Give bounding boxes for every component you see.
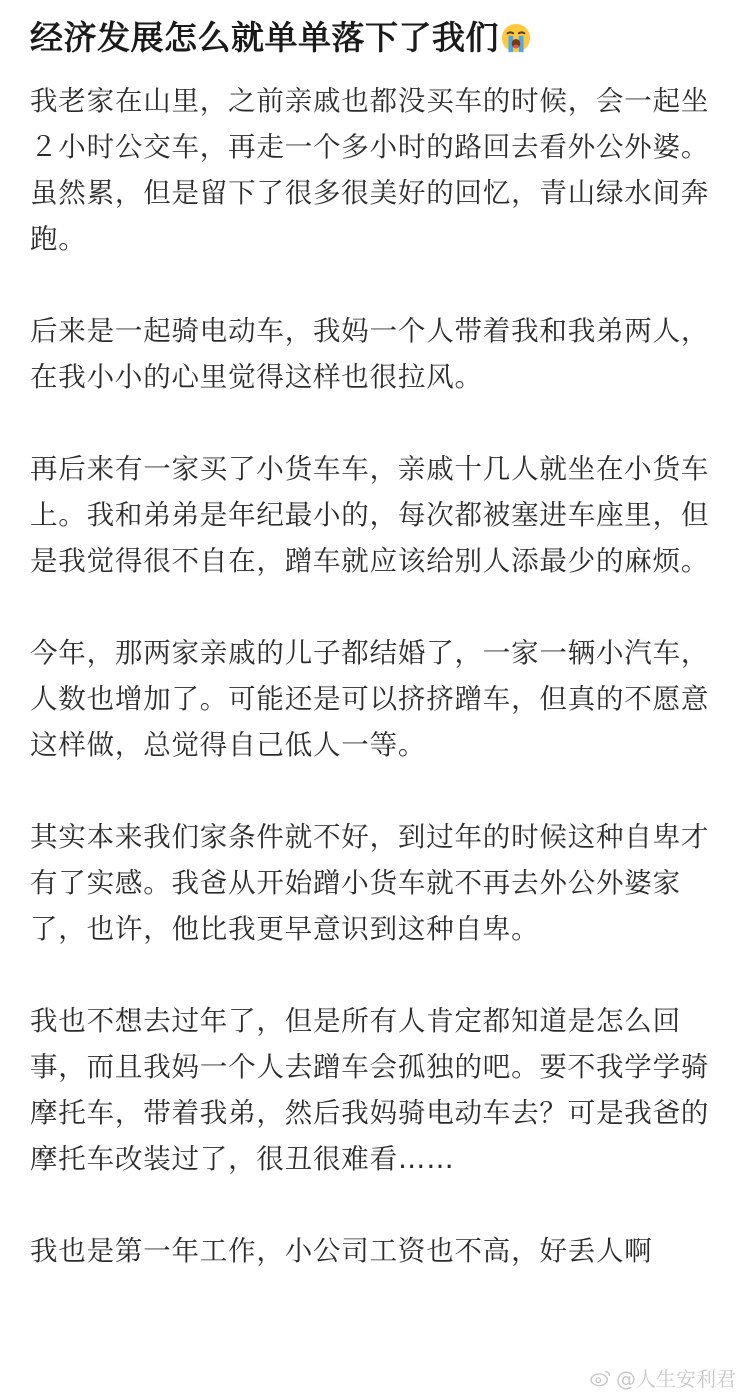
paragraph: 再后来有一家买了小货车车，亲戚十几人就坐在小货车上。我和弟弟是年纪最小的，每次都被塞进车座里，但是我觉得很不自在，蹭车就应该给别人添最少的麻烦。 (30, 453, 710, 577)
loudly-crying-face-icon (501, 23, 531, 53)
post-body (30, 78, 730, 1274)
paragraph: 我也不想去过年了，但是所有人肯定都知道是怎么回事，而且我妈一个人去蹭车会孤独的吧。要不我学学骑摩托车，带着我弟，然后我妈骑电动车去？可是我爸的摩托车改装过了，很丑很难看…… (30, 1005, 710, 1175)
paragraph: 我也是第一年工作，小公司工资也不高，好丢人啊 (30, 1235, 653, 1267)
paragraph: 后来是一起骑电动车，我妈一个人带着我和我弟两人，在我小小的心里觉得这样也很拉风。 (30, 315, 710, 393)
paragraph: 今年，那两家亲戚的儿子都结婚了，一家一辆小汽车，人数也增加了。可能还是可以挤挤蹭车，但真的不愿意这样做，总觉得自己低人一等。 (30, 637, 710, 761)
weibo-watermark (590, 1363, 736, 1392)
paragraph: 我老家在山里，之前亲戚也都没买车的时候，会一起坐２小时公交车，再走一个多小时的路回去看外公外婆。虽然累，但是留下了很多很美好的回忆，青山绿水间奔跑。 (30, 85, 710, 255)
post-content (30, 0, 730, 1274)
post-title-text: 经济发展怎么就单单落下了我们 (30, 18, 499, 57)
weibo-logo-icon (590, 1369, 612, 1387)
post-title (30, 0, 730, 62)
paragraph: 其实本来我们家条件就不好，到过年的时候这种自卑才有了实感。我爸从开始蹭小货车就不再去外公外婆家了，也许，他比我更早意识到这种自卑。 (30, 821, 710, 945)
watermark-text: @人生安利君 (616, 1367, 736, 1391)
